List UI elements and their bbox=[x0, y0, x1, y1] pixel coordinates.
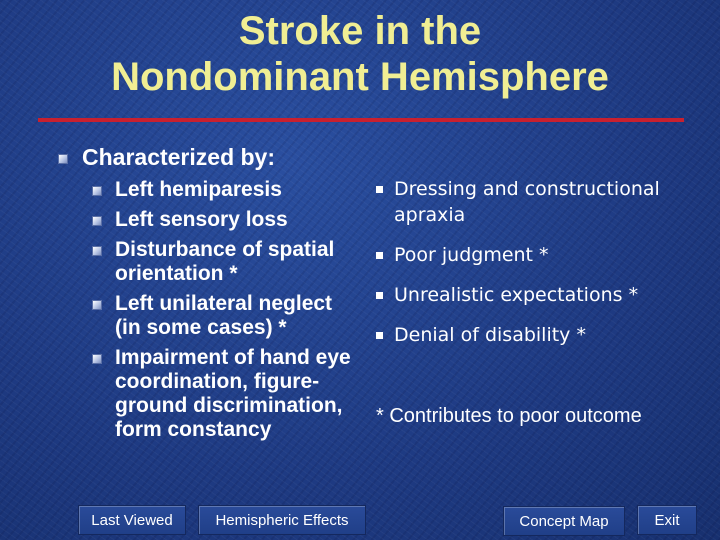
slide-title-line-1: Stroke in the bbox=[238, 9, 482, 53]
concept-map-button[interactable]: Concept Map bbox=[503, 506, 625, 536]
list-item bbox=[376, 322, 706, 348]
last-viewed-button[interactable]: Last Viewed bbox=[78, 505, 186, 535]
section-heading bbox=[58, 144, 275, 171]
slide-title bbox=[0, 8, 720, 100]
square-bullet-icon bbox=[376, 252, 383, 259]
list-item-text: Left sensory loss bbox=[115, 208, 288, 231]
exit-button[interactable]: Exit bbox=[637, 505, 697, 535]
list-item bbox=[92, 208, 362, 232]
list-item-text: Poor judgment * bbox=[394, 244, 549, 266]
footnote: * Contributes to poor outcome bbox=[376, 405, 642, 427]
list-item-text: Impairment of hand eye coordination, figure-ground discrimination, form constancy bbox=[115, 346, 351, 441]
list-item bbox=[376, 176, 706, 228]
list-item bbox=[376, 282, 706, 308]
list-item bbox=[376, 242, 706, 268]
bullet-icon bbox=[92, 186, 102, 196]
hemispheric-effects-button[interactable]: Hemispheric Effects bbox=[198, 505, 366, 535]
list-item bbox=[92, 178, 362, 202]
bullet-icon bbox=[58, 154, 68, 164]
slide-title-line-2: Nondominant Hemisphere bbox=[111, 55, 609, 99]
list-item bbox=[92, 238, 362, 286]
title-divider bbox=[38, 118, 684, 122]
list-item-text: Denial of disability * bbox=[394, 324, 586, 346]
list-item-text: Unrealistic expectations * bbox=[394, 284, 639, 306]
bullet-icon bbox=[92, 246, 102, 256]
bullet-icon bbox=[92, 216, 102, 226]
list-item-text: Dressing and constructional apraxia bbox=[394, 178, 660, 226]
square-bullet-icon bbox=[376, 186, 383, 193]
section-heading-text: Characterized by: bbox=[82, 144, 276, 170]
symptom-list-left bbox=[92, 178, 362, 448]
list-item-text: Left hemiparesis bbox=[115, 178, 282, 201]
list-item-text: Left unilateral neglect (in some cases) * bbox=[115, 292, 333, 339]
list-item bbox=[92, 292, 362, 340]
list-item-text: Disturbance of spatial orientation * bbox=[115, 238, 335, 285]
bullet-icon bbox=[92, 300, 102, 310]
bullet-icon bbox=[92, 354, 102, 364]
square-bullet-icon bbox=[376, 332, 383, 339]
symptom-list-right bbox=[376, 176, 706, 362]
square-bullet-icon bbox=[376, 292, 383, 299]
list-item bbox=[92, 346, 362, 442]
